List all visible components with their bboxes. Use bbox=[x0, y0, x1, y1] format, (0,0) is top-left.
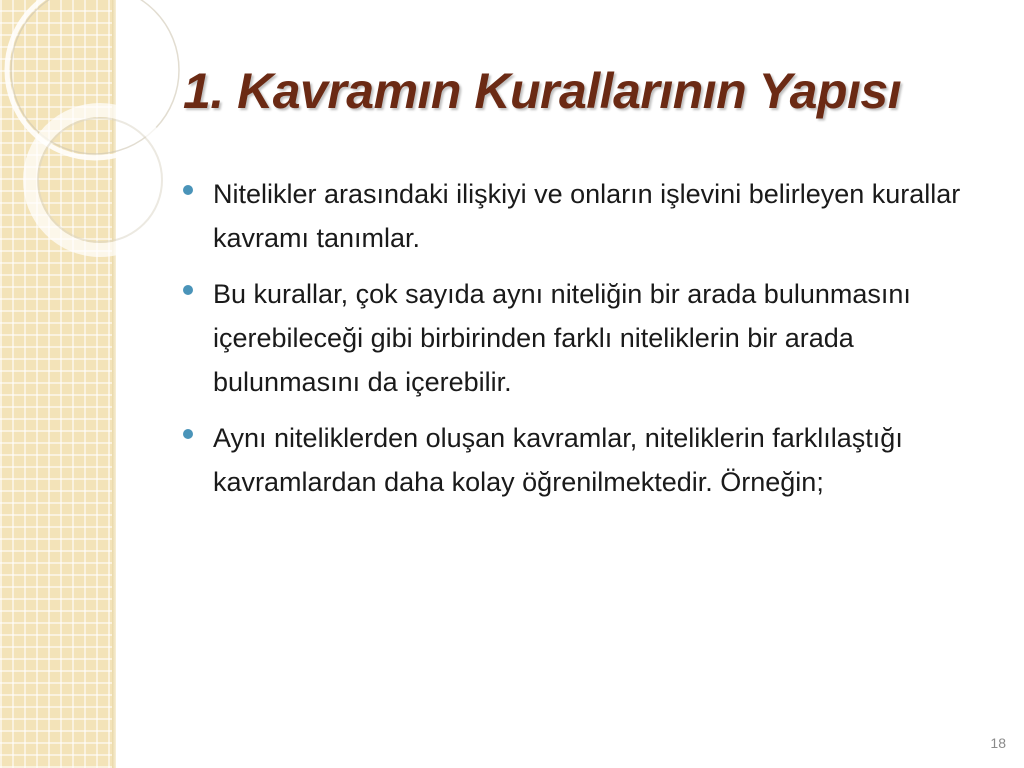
page-number: 18 bbox=[990, 735, 1006, 751]
bullet-list bbox=[183, 172, 983, 516]
bullet-item bbox=[183, 272, 983, 404]
bullet-dot-icon bbox=[183, 185, 193, 195]
slide-title: 1. Kavramın Kurallarının Yapısı bbox=[183, 63, 902, 119]
bullet-dot-icon bbox=[183, 285, 193, 295]
bullet-dot-icon bbox=[183, 429, 193, 439]
decorative-rings bbox=[0, 0, 200, 260]
bullet-text: Nitelikler arasındaki ilişkiyi ve onların işlevini belirleyen kurallar kavramı tanımlar. bbox=[213, 179, 961, 253]
bullet-text: Bu kurallar, çok sayıda aynı niteliğin bir arada bulunmasını içerebileceği gibi birbirinden farklı niteliklerin bir arada bulunmasını da içerebilir. bbox=[213, 279, 911, 397]
bullet-item bbox=[183, 172, 983, 260]
bullet-item bbox=[183, 416, 983, 504]
bullet-text: Aynı niteliklerden oluşan kavramlar, niteliklerin farklılaştığı kavramlardan daha kolay öğrenilmektedir. Örneğin; bbox=[213, 423, 903, 497]
